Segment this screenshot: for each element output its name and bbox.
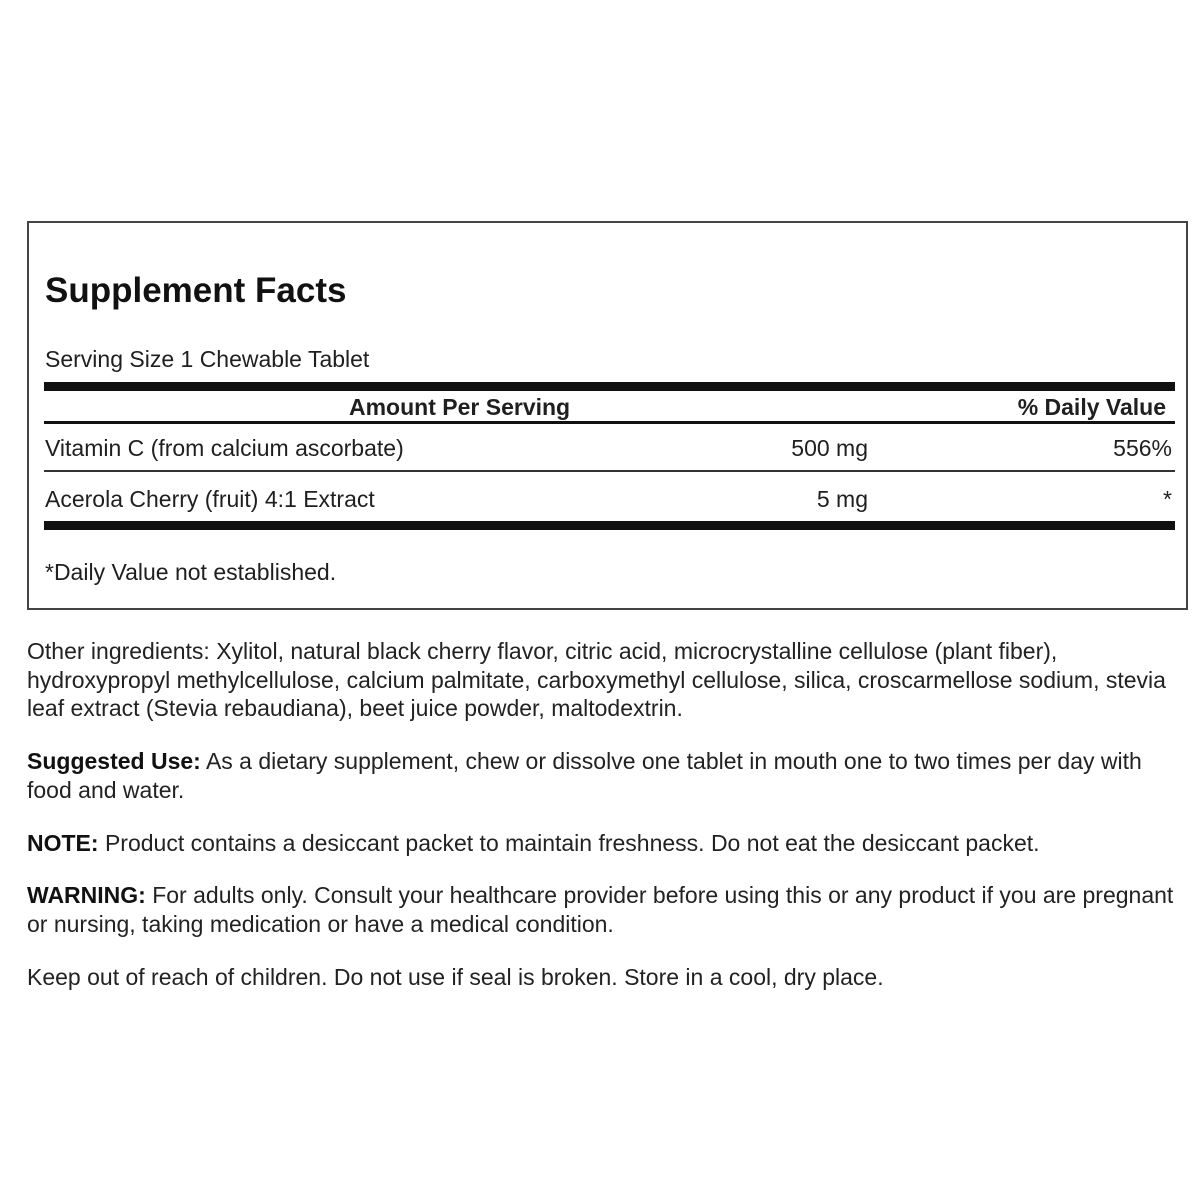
storage-instructions-text: Keep out of reach of children. Do not use if seal is broken. Store in a cool, dry place. bbox=[27, 964, 884, 990]
header-divider bbox=[44, 421, 1175, 424]
nutrient-amount: 5 mg bbox=[816, 486, 868, 512]
suggested-use-text: As a dietary supplement, chew or dissolve one tablet in mouth one to two times per day with food and water. bbox=[27, 748, 1142, 803]
warning-label: WARNING: bbox=[27, 882, 146, 908]
serving-size: Serving Size 1 Chewable Tablet bbox=[45, 346, 370, 372]
supplement-facts-panel bbox=[27, 221, 1188, 610]
daily-value-footnote: *Daily Value not established. bbox=[45, 559, 337, 585]
supplement-facts-title: Supplement Facts bbox=[45, 271, 347, 310]
other-ingredients-text: Other ingredients: Xylitol, natural black cherry flavor, citric acid, microcrystalline cellulose (plant fiber), hydroxypropyl methylcellulose, calcium palmitate, carboxymethyl cellulose, silica, croscarmellose sodium, stevia leaf extract (Stevia rebaudiana), beet juice powder, maltodextrin. bbox=[27, 638, 1166, 721]
nutrient-name: Vitamin C (from calcium ascorbate) bbox=[45, 435, 404, 461]
warning-paragraph bbox=[27, 881, 1187, 938]
note-paragraph bbox=[27, 829, 1187, 858]
nutrient-name: Acerola Cherry (fruit) 4:1 Extract bbox=[45, 486, 375, 512]
nutrient-daily-value: 556% bbox=[1113, 435, 1172, 461]
row-divider bbox=[44, 470, 1175, 472]
nutrient-amount: 500 mg bbox=[791, 435, 868, 461]
note-text: Product contains a desiccant packet to maintain freshness. Do not eat the desiccant packet. bbox=[98, 830, 1040, 856]
thick-divider-top bbox=[44, 382, 1175, 391]
daily-value-header: % Daily Value bbox=[1017, 394, 1166, 420]
amount-per-serving-header: Amount Per Serving bbox=[349, 394, 571, 420]
thick-divider-bottom bbox=[44, 521, 1175, 530]
suggested-use-label: Suggested Use: bbox=[27, 748, 201, 774]
nutrient-daily-value: * bbox=[1163, 486, 1172, 512]
note-label: NOTE: bbox=[27, 830, 99, 856]
warning-text: For adults only. Consult your healthcare provider before using this or any product if you are pregnant or nursing, taking medication or have a medical condition. bbox=[27, 882, 1174, 937]
suggested-use-paragraph bbox=[27, 747, 1187, 804]
